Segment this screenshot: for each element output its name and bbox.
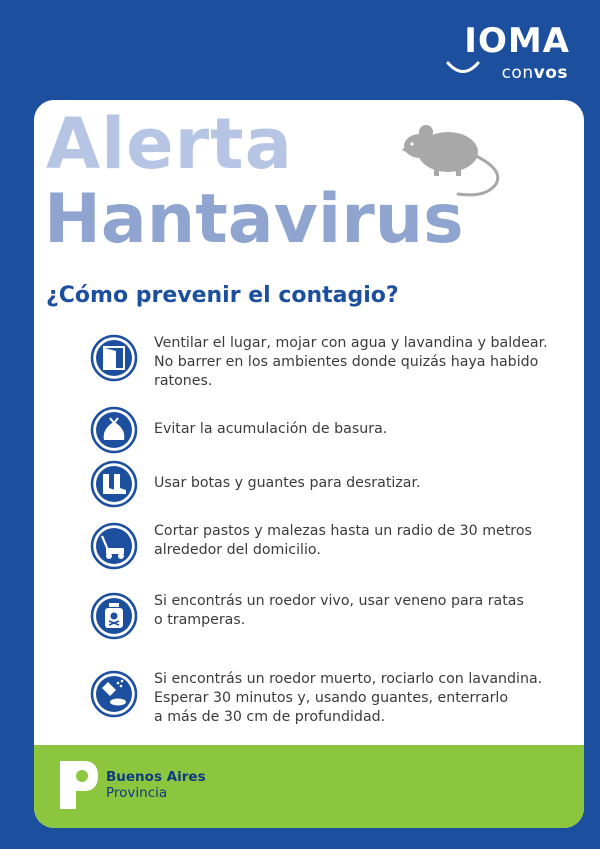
item-text: Si encontrás un roedor muerto, rociarlo con lavandina. Esperar 30 minutos y, usando guantes, enterrarlo a más de 30 cm de profundidad.	[154, 671, 543, 725]
title-alerta: Alerta	[46, 103, 293, 185]
ioma-logo-tagline	[502, 64, 568, 82]
ioma-logo	[440, 21, 570, 86]
poison-jar-icon	[90, 592, 138, 640]
footer-line2: Provincia	[106, 785, 168, 801]
buenos-aires-logo-icon	[58, 759, 100, 811]
item-text: Ventilar el lugar, mojar con agua y lavandina y baldear. No barrer en los ambientes donde quizás haya habido ratones.	[154, 335, 548, 389]
boots-icon	[90, 460, 138, 508]
item-text: Evitar la acumulación de basura.	[154, 421, 388, 437]
subtitle: ¿Cómo prevenir el contagio?	[46, 283, 399, 308]
spray-bottle-icon	[90, 670, 138, 718]
title-hantavirus: Hantavirus	[44, 180, 464, 259]
ioma-logo-wordmark: IOMA	[464, 21, 570, 61]
smile-icon	[446, 60, 480, 76]
footer-band	[34, 745, 584, 828]
item-text: Cortar pastos y malezas hasta un radio de 30 metros alrededor del domicilio.	[154, 523, 532, 558]
alert-card	[34, 100, 584, 828]
item-text: Usar botas y guantes para desratizar.	[154, 475, 421, 491]
trash-bag-icon	[90, 406, 138, 454]
mouse-icon	[400, 112, 510, 200]
tagline-con: con	[501, 63, 534, 83]
item-text: Si encontrás un roedor vivo, usar veneno para ratas o tramperas.	[154, 593, 524, 628]
footer-line1: Buenos Aires	[106, 769, 206, 785]
lawnmower-icon	[90, 522, 138, 570]
tagline-vos: vos	[533, 63, 568, 83]
window-icon	[90, 334, 138, 382]
buenos-aires-logo-text	[106, 769, 206, 801]
